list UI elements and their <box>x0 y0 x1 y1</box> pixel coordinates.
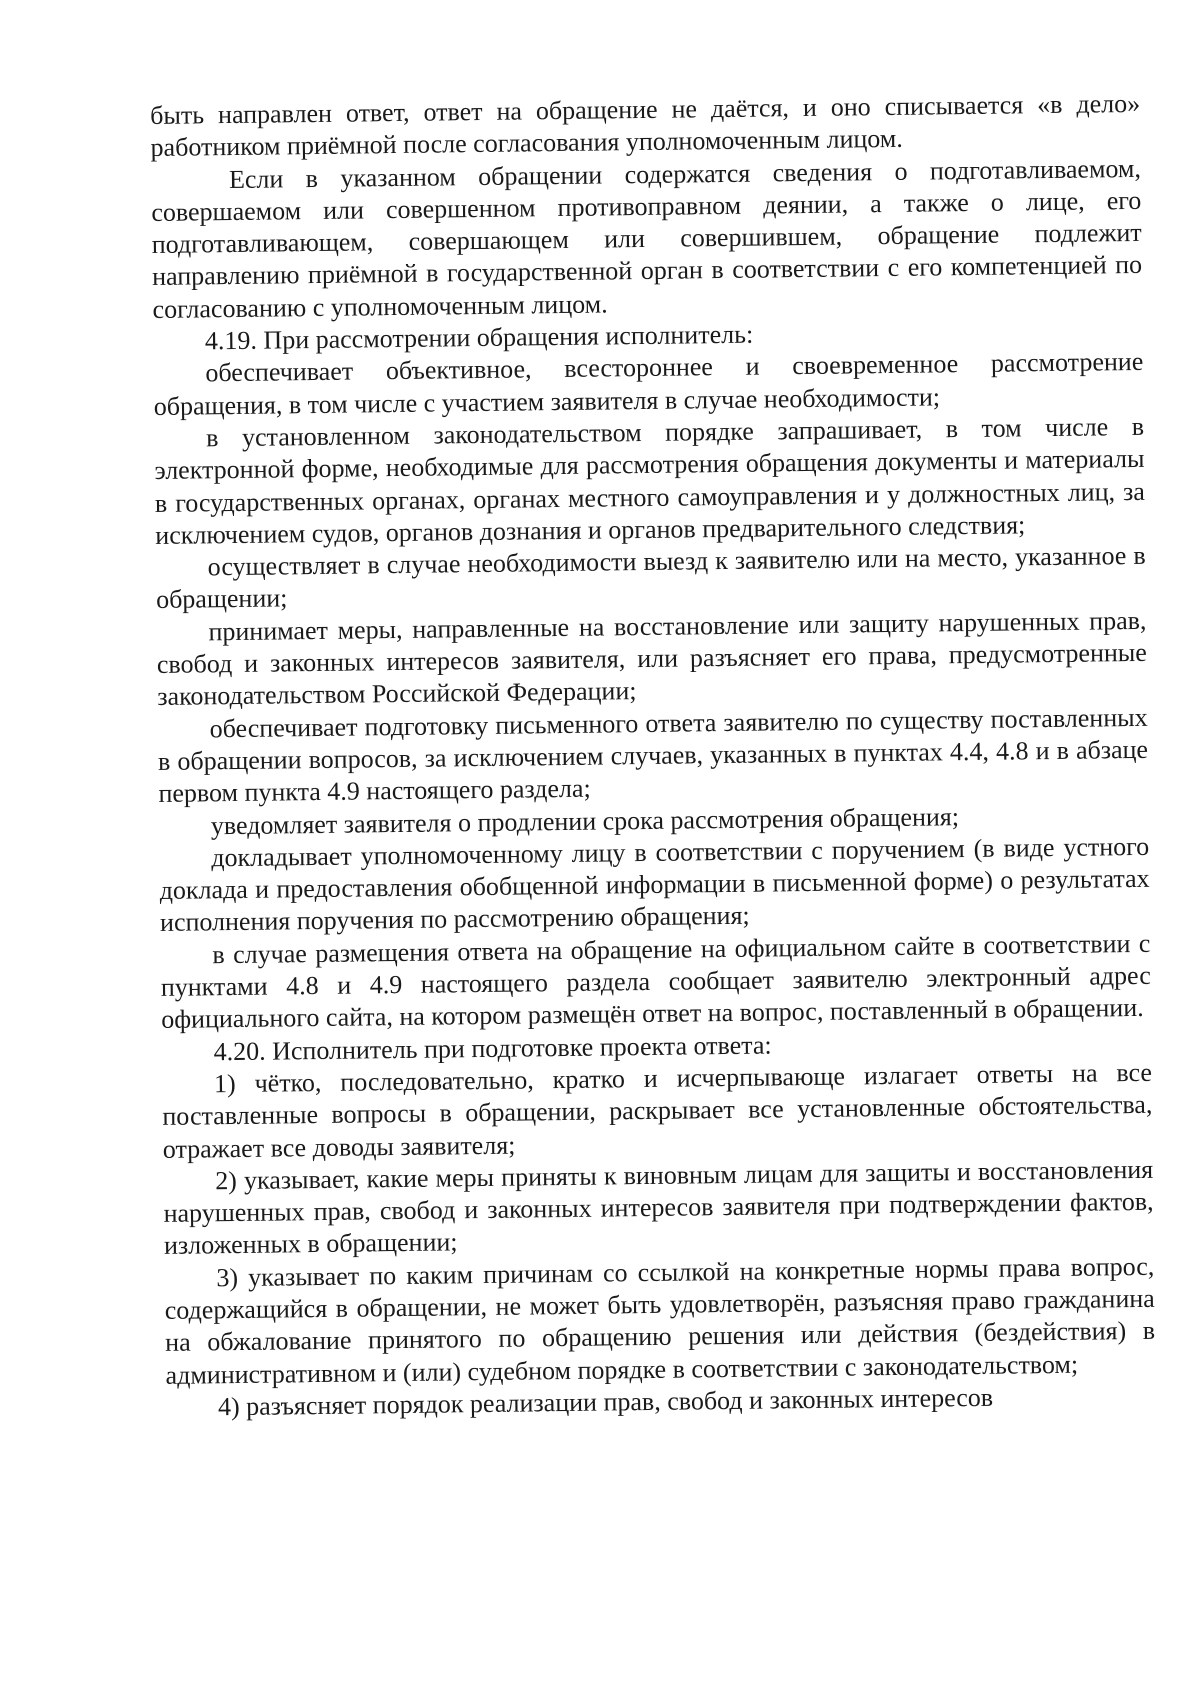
paragraph-site-visit: осуществляет в случае необходимости выезд к заявителю или на место, указанное в обращении; <box>155 541 1146 615</box>
paragraph-item-1: 1) чётко, последовательно, кратко и исчерпывающе излагает ответы на все поставленные вопросы в обращении, раскрывает все установленные обстоятельства, отражает все доводы заявителя; <box>162 1057 1153 1164</box>
paragraph-section-4-19: 4.19. При рассмотрении обращения исполнитель: <box>204 319 754 356</box>
paragraph-written-answer: обеспечивает подготовку письменного ответа заявителю по существу поставленных в обращении вопросов, за исключением случаев, указанных в пунктах 4.4, 4.8 и в абзаце первом пункта 4.9 настоящего раздела; <box>157 702 1149 809</box>
paragraph-item-4: 4) разъясняет порядок реализации прав, свобод и законных интересов <box>217 1382 994 1422</box>
paragraph-website-answer: в случае размещения ответа на обращение на официальном сайте в соответствии с пунктами 4.8 и 4.9 настоящего раздела сообщает заявителю электронный адрес официального сайта, на котором размещён ответ на вопрос, поставленный в обращении. <box>160 928 1151 1035</box>
paragraph-report: докладывает уполномоченному лицу в соответствии с поручением (в виде устного доклада и предоставления обобщенной информации в письменной форме) о результатах исполнения поручения по рассмотрению обращения; <box>159 831 1150 938</box>
paragraph-continuation: быть направлен ответ, ответ на обращение не даётся, и оно списывается «в дело» работником приёмной после согласования уполномоченным лицом. <box>150 88 1141 163</box>
paragraph-extension-notice: уведомляет заявителя о продлении срока рассмотрения обращения; <box>210 801 960 840</box>
paragraph-requests-documents: в установленном законодательством порядке запрашивает, в том числе в электронной форме, необходимые для рассмотрения обращения документы и материалы в государственных органах, органах местного самоуправления и у должностных лиц, за исключением судов, органов дознания и органов предварительного следствия; <box>154 411 1146 550</box>
paragraph-item-3: 3) указывает по каким причинам со ссылкой на конкретные нормы права вопрос, содержащийся в обращении, не может быть удовлетворён, разъясняя право гражданина на обжалование принятого по обращению решения или действия (бездействия) в административном и (или) судебном порядке в соответствии с законодательством; <box>164 1251 1156 1390</box>
paragraph-item-2: 2) указывает, какие меры приняты к виновным лицам для защиты и восстановления нарушенных прав, свобод и законных интересов заявителя при подтверждении фактов, изложенных в обращении; <box>163 1154 1154 1261</box>
paragraph-unlawful-act: Если в указанном обращении содержатся сведения о подготавливаемом, совершаемом или совершенном противоправном деянии, а также о лице, его подготавливающем, совершающем или совершившем, обращение подлежит направлению приёмной в государственной орган в соответствии с его компетенцией по согласованию с уполномоченным лицом. <box>151 153 1143 324</box>
paragraph-rights-protection: принимает меры, направленные на восстановление или защиту нарушенных прав, свобод и законных интересов заявителя, или разъясняет его права, предусмотренные законодательством Российской Федерации; <box>156 605 1148 712</box>
paragraph-objective-review: обеспечивает объективное, всестороннее и своевременное рассмотрение обращения, в том числе с участием заявителя в случае необходимости; <box>153 347 1144 421</box>
document-page <box>150 88 1158 1620</box>
paragraph-section-4-20: 4.20. Исполнитель при подготовке проекта ответа: <box>213 1030 772 1066</box>
